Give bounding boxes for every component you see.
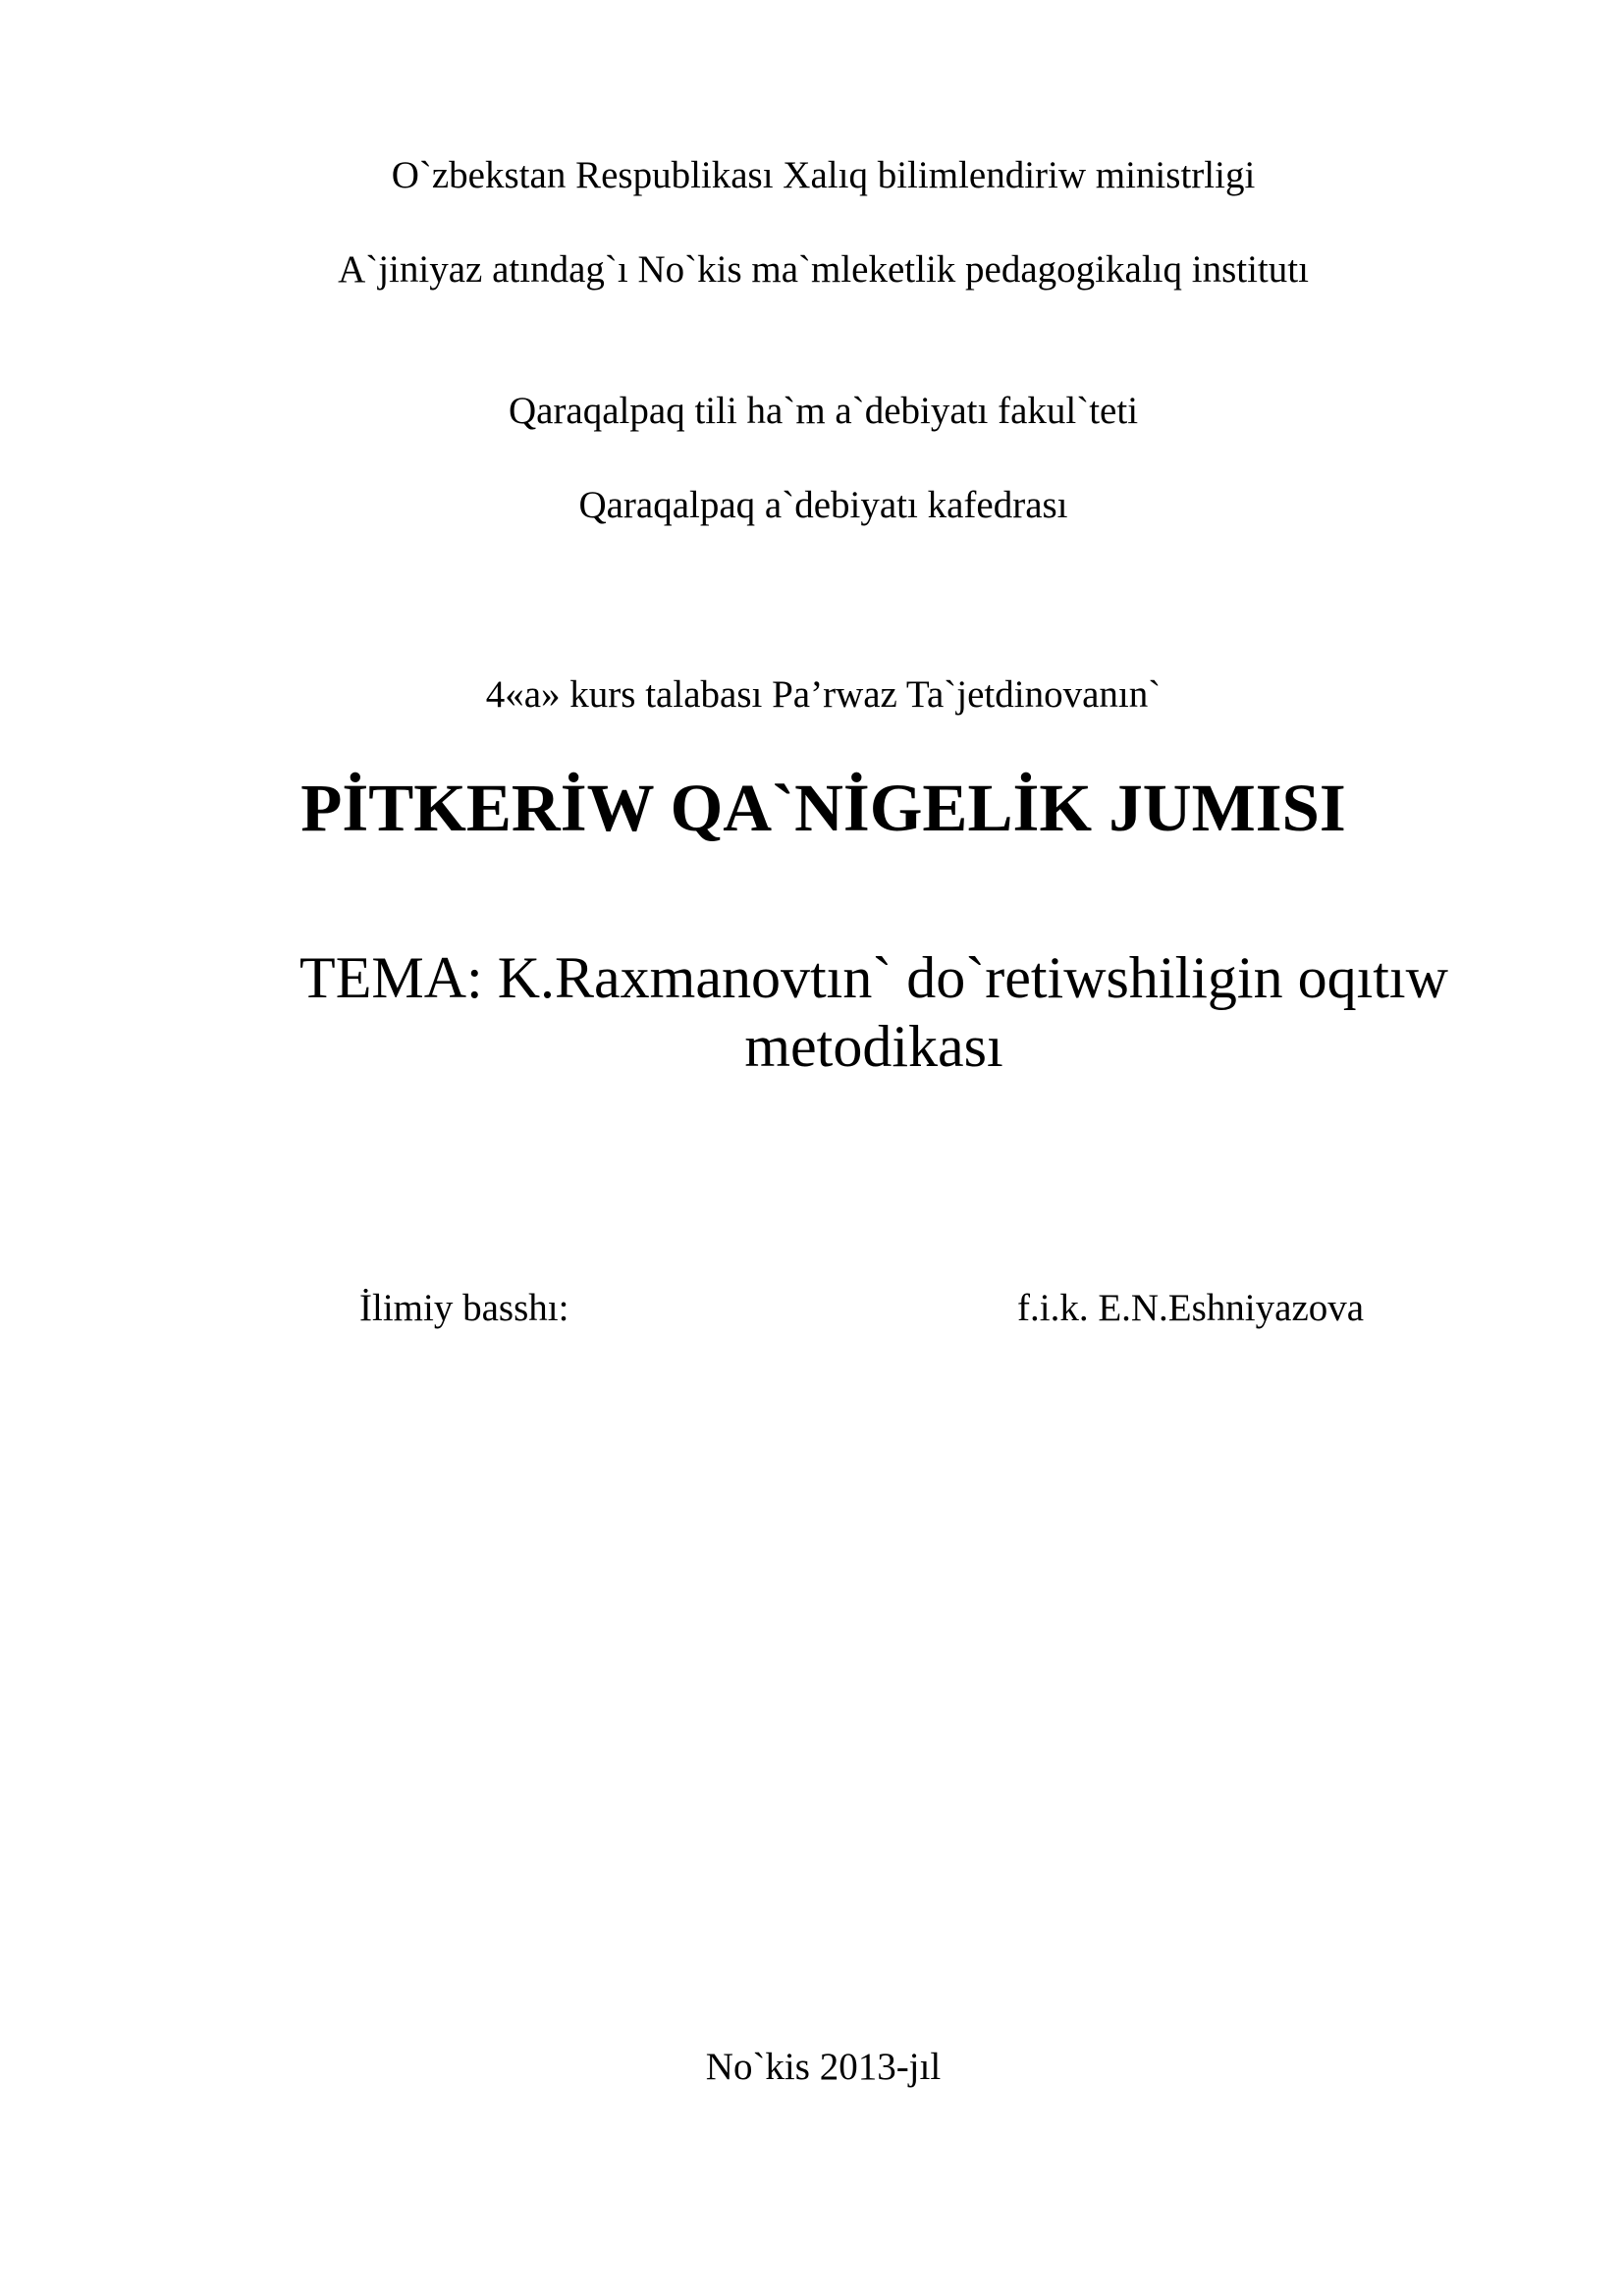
student-line: 4«a» kurs talabası Pa’rwaz Ta`jetdinovanın`: [485, 673, 1162, 716]
faculty-line: Qaraqalpaq tili ha`m a`debiyatı fakul`teti: [508, 390, 1139, 432]
supervisor-name: f.i.k. E.N.Eshniyazova: [1017, 1287, 1365, 1329]
supervisor-label: İlimiy basshı:: [359, 1287, 569, 1329]
ministry-line: O`zbekstan Respublikası Xalıq bilimlendiriw ministrligi: [391, 154, 1256, 196]
place-year-line: No`kis 2013-jıl: [705, 2046, 942, 2088]
main-title: PİTKERİW QA`NİGELİK JUMISI: [300, 771, 1346, 845]
department-line: Qaraqalpaq a`debiyatı kafedrası: [578, 484, 1068, 526]
institute-line: A`jiniyaz atındag`ı No`kis ma`mleketlik pedagogikalıq institutı: [338, 248, 1309, 291]
topic-title: TEMA: K.Raxmanovtın` do`retiwshiligin oqıtıw metodikası: [299, 945, 1448, 1079]
